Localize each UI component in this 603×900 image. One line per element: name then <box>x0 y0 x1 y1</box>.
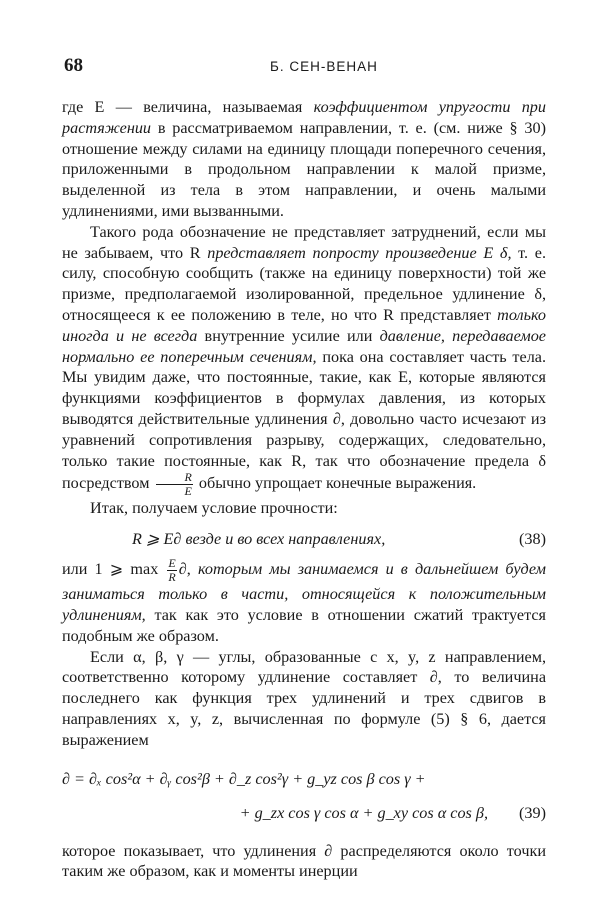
fraction-denominator: E <box>184 484 192 499</box>
fraction-numerator: R <box>156 471 193 485</box>
text-run: где E — величина, называемая <box>62 98 314 116</box>
formula-38-number: (38) <box>519 530 546 549</box>
formula-39-number: (39) <box>519 803 546 822</box>
text-run: или 1 ⩾ max <box>62 560 159 579</box>
paragraph-after-38 <box>62 557 546 646</box>
running-header: Б. СЕН-ВЕНАН <box>270 59 378 74</box>
text-run: обычно упрощает конечные выражения. <box>194 474 477 493</box>
italic-run: только иногда и не всегда <box>62 305 546 345</box>
fraction-numerator: E <box>168 556 176 571</box>
text-run: ∂, <box>178 560 198 579</box>
text-run: Если α, β, γ — углы, образованные с x, y, z направлением, соответственно которому удлинение составляет ∂, то величина последнего как функция трех удлинений и трех сдвигов в направлениях x, y, z, вычисленная по формуле (5) § 6, дается выражением <box>62 647 546 749</box>
formula-39-line-2: + g_zx cos γ cos α + g_xy cos α cos β, <box>239 803 488 822</box>
text-run: Итак, получаем условие прочности: <box>90 499 338 518</box>
formula-39 <box>62 763 546 831</box>
text-run: т. е. силу, способную сообщить (также на единицу поверхности) той же призме, предполагаемой изолированной, предельное удлинение δ, относящееся к ее положению в теле, но что R представляет <box>62 243 546 324</box>
fraction-denominator: R <box>168 570 176 585</box>
paragraph-1 <box>62 97 546 222</box>
page-number: 68 <box>64 55 83 76</box>
text-run: которое показывает, что удлинения ∂ распределяются около точки таким же образом, как и моменты инерции <box>62 841 546 881</box>
text-run: в рассматриваемом направлении, т. е. (см. ниже § 30) отношение между силами на единицу площади поперечного сечения, приложенными в продольном направлении к малой призме, выделенной из тела в этом направлении, и очень малыми удлинениями, ими вызванными. <box>62 118 546 220</box>
formula-38-expression: R ⩾ E∂ везде и во всех направлениях, <box>132 530 386 549</box>
paragraph-4 <box>62 647 546 751</box>
italic-run: коэффициентом упругости при растяжении <box>62 98 546 137</box>
body-text <box>62 97 546 882</box>
text-run: Такого рода обозначение не представляет затруднений, если мы не забываем, что R <box>62 222 546 262</box>
italic-run: которым мы занимаемся и в дальнейшем будем заниматься только в части, относящейся к положительным удлинениям, <box>62 560 546 624</box>
formula-38 <box>62 523 546 555</box>
paragraph-3 <box>62 498 546 519</box>
text-run: внутренние усилие или <box>197 326 380 345</box>
fraction-e-over-r <box>167 557 176 584</box>
paragraph-2 <box>62 222 546 499</box>
italic-run: представляет попросту произведение E δ, <box>207 243 512 262</box>
italic-run: давление, передаваемое нормально ее поперечным сечениям, <box>62 326 546 366</box>
text-run: пока она составляет часть тела. Мы увидим даже, что постоянные, такие, как E, которые являются функциями коэффициентов в формулах давления, из которых выводятся действительные удлинения ∂, довольно часто исчезают из уравнений сопротивления разрыву, содержащих, следовательно, только такие постоянные, как R, так что обозначение предела δ посредством <box>62 347 546 493</box>
formula-39-line-1: ∂ = ∂ₓ cos²α + ∂ᵧ cos²β + ∂_z cos²γ + g_yz cos β cos γ + <box>62 769 426 788</box>
text-run: так как это условие в отношении сжатий трактуется подобным же образом. <box>62 605 546 645</box>
fraction-r-over-e <box>156 471 193 498</box>
paragraph-5 <box>62 841 546 883</box>
